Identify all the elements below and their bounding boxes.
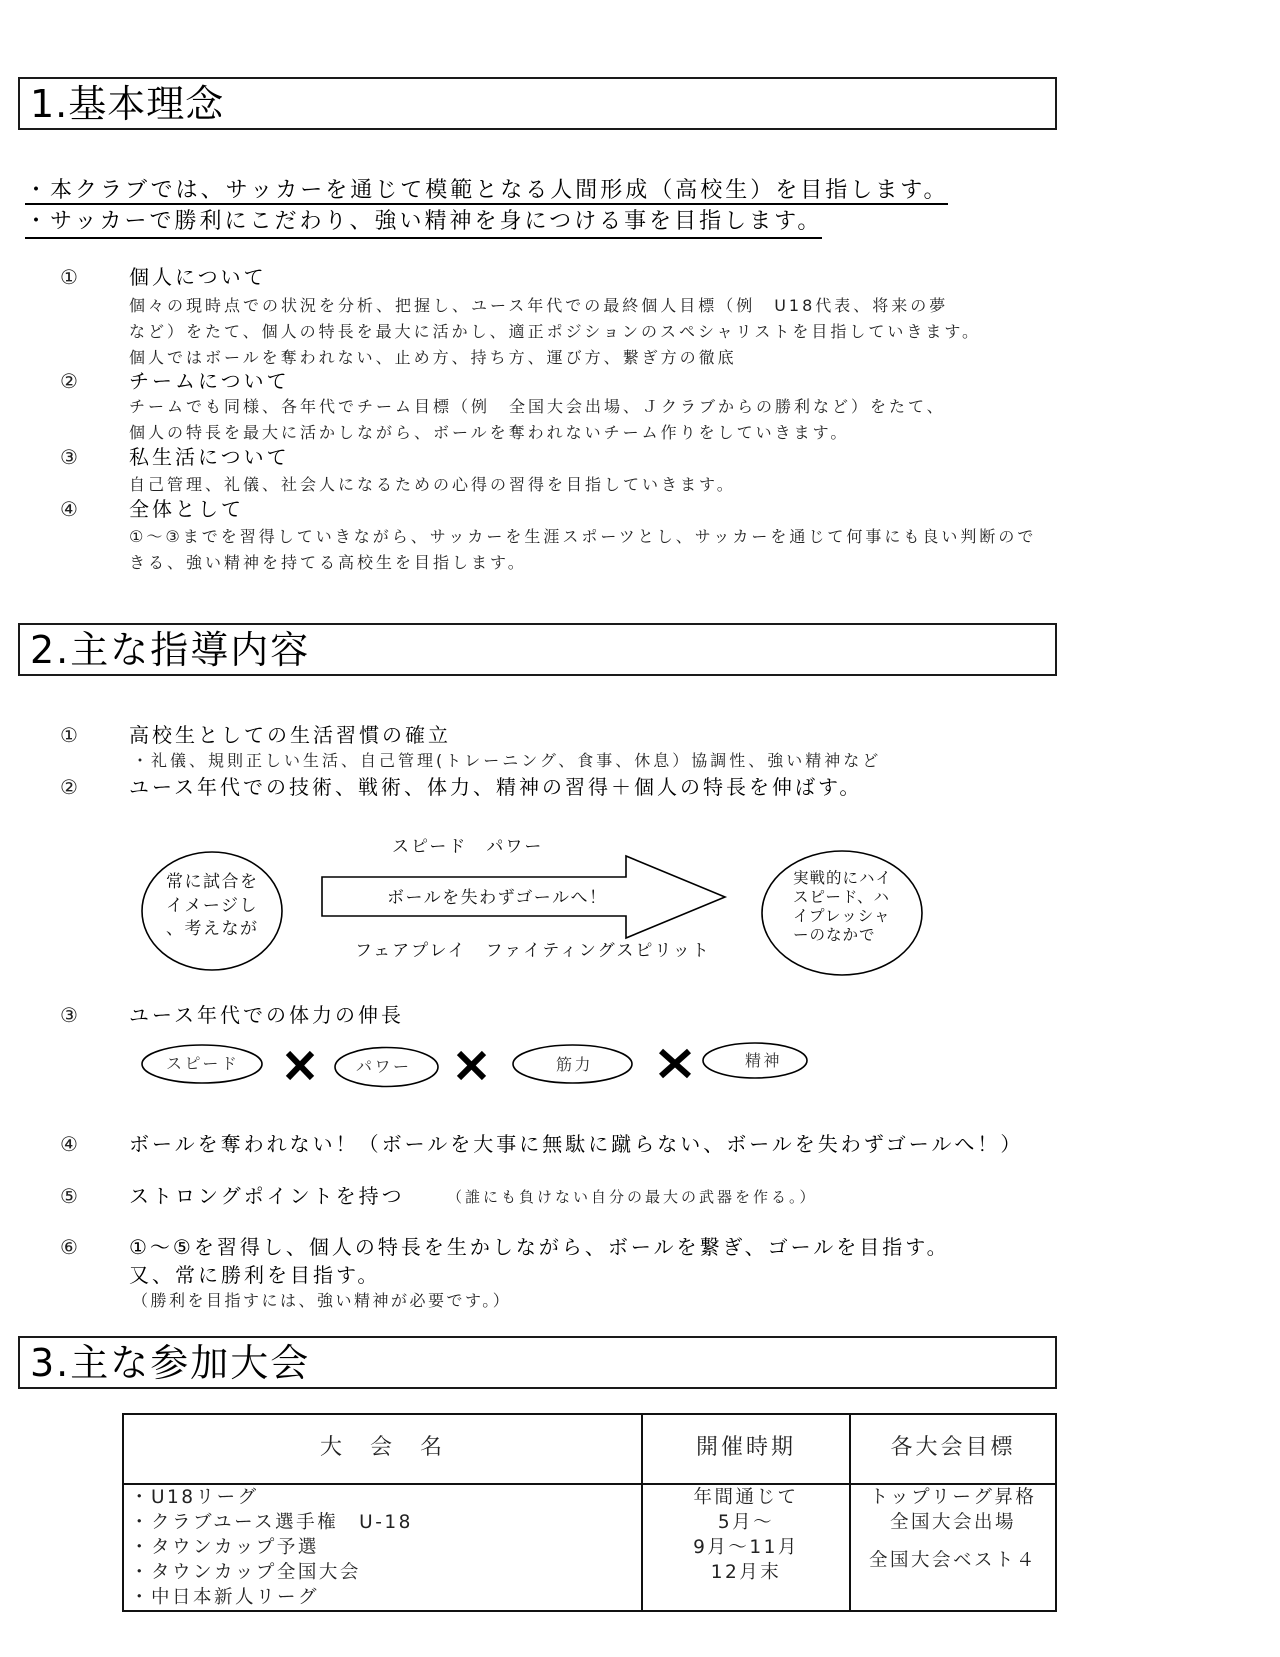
section-3-header-box: [18, 1336, 1057, 1389]
section-2-title: 2.主な指導内容: [30, 627, 311, 672]
table-header-period: 開催時期: [695, 1435, 796, 1460]
period-item: 5月～: [717, 1512, 775, 1533]
oval-line: イメージし: [166, 895, 258, 916]
body-line: チームでも同様、各年代でチーム目標（例 全国大会出場、Ｊクラブからの勝利など）をたて、: [129, 397, 946, 416]
goal-item: 全国大会ベスト４: [868, 1550, 1037, 1571]
item-body-private-life: [129, 472, 736, 498]
item-heading-strong-point: ストロングポイントを持つ: [129, 1184, 405, 1208]
oval-line: スピード、ハ: [793, 888, 890, 906]
goal-item: 全国大会出場: [889, 1512, 1016, 1533]
arrow-bottom-label: フェアプレイ ファイティングスピリット: [355, 941, 711, 961]
goal-item: トップリーグ昇格: [869, 1487, 1037, 1508]
item-number: ⑥: [60, 1235, 78, 1259]
oval-line: 実戦的にハイ: [793, 869, 893, 887]
period-item: 9月～11月: [693, 1537, 799, 1558]
item-body-individual: [129, 293, 981, 371]
multiply-icon: [661, 1051, 689, 1076]
table-cell-tournaments: [130, 1485, 413, 1610]
body-line: 自己管理、礼儀、社会人になるための心得の習得を目指していきます。: [129, 475, 736, 494]
arrow-inner-label: ボールを失わずゴールへ！: [387, 888, 608, 908]
oval-line: 常に試合を: [166, 872, 259, 892]
left-oval-text: [166, 871, 259, 942]
tournament-item: ・クラブユース選手権 U-18: [130, 1512, 413, 1533]
factor-label-speed: スピード: [166, 1054, 240, 1073]
item-number: ⑤: [60, 1184, 78, 1208]
tournament-table: [122, 1413, 1057, 1612]
multiply-icon: [288, 1053, 312, 1078]
item-heading-overall: 全体として: [129, 497, 244, 521]
table-cell-goals: [851, 1485, 1055, 1573]
tournament-item: ・中日本新人リーグ: [130, 1587, 320, 1608]
period-item: 12月末: [710, 1562, 782, 1583]
item-note-summary: （勝利を目指すには、強い精神が必要です。）: [132, 1291, 512, 1310]
body-line: 個人の特長を最大に活かしながら、ボールを奪われないチーム作りをしていきます。: [129, 423, 850, 442]
section-3-title: 3.主な参加大会: [30, 1340, 311, 1385]
table-cell-periods: [643, 1485, 849, 1585]
section-1-header-box: [18, 77, 1057, 130]
body-line: ①～③までを習得していきながら、サッカーを生涯スポーツとし、サッカーを通じて何事にも良い判断ので: [129, 527, 1037, 546]
body-line: 個々の現時点での状況を分析、把握し、ユース年代での最終個人目標（例 U18代表、将来の夢: [129, 296, 949, 315]
item-heading-private-life: 私生活について: [129, 445, 290, 469]
oval-line: 、考えなが: [166, 919, 259, 939]
item-heading-skills: ユース年代での技術、戦術、体力、精神の習得＋個人の特長を伸ばす。: [129, 775, 863, 799]
item-heading-keep-ball: ボールを奪われない！（ボールを大事に無駄に蹴らない、ボールを失わずゴールへ！）: [129, 1132, 1024, 1156]
right-oval-text: [793, 869, 892, 945]
item-number: ④: [60, 497, 78, 521]
item-heading-individual: 個人について: [129, 265, 267, 289]
body-line: 個人ではボールを奪われない、止め方、持ち方、運び方、繋ぎ方の徹底: [129, 348, 737, 367]
factor-label-power: パワー: [356, 1057, 412, 1076]
item-number: ③: [60, 445, 78, 469]
arrow-top-label: スピード パワー: [392, 837, 544, 857]
item-heading-team: チームについて: [129, 369, 290, 393]
item-number: ③: [60, 1003, 78, 1027]
tournament-item: ・タウンカップ全国大会: [130, 1562, 361, 1583]
item-body-overall: [129, 524, 1036, 576]
table-header-goal: 各大会目標: [890, 1435, 1016, 1460]
factor-label-strength: 筋力: [556, 1055, 594, 1074]
oval-line: イプレッシャ: [793, 907, 891, 925]
section-1-title: 1.基本理念: [30, 81, 225, 126]
table-header-tournament: 大 会 名: [319, 1435, 445, 1460]
multiply-icon: [459, 1053, 484, 1078]
item-heading-summary: ①～⑤を習得し、個人の特長を生かしながら、ボールを繋ぎ、ゴールを目指す。: [129, 1235, 950, 1259]
oval-line: ーのなかで: [793, 926, 876, 944]
section-2-header-box: [18, 623, 1057, 676]
philosophy-statement-2: ・サッカーで勝利にこだわり、強い精神を身につける事を目指します。: [25, 210, 822, 239]
item-number: ②: [60, 775, 78, 799]
philosophy-statement-1: ・本クラブでは、サッカーを通じて模範となる人間形成（高校生）を目指します。: [25, 178, 949, 203]
period-item: 年間通じて: [693, 1487, 799, 1508]
item-heading-summary-line-2: 又、常に勝利を目指す。: [129, 1263, 381, 1287]
factor-label-spirit: 精神: [745, 1051, 783, 1070]
item-note-strong-point: （誰にも負けない自分の最大の武器を作る。）: [447, 1188, 818, 1206]
tournament-item: ・タウンカップ予選: [130, 1537, 319, 1558]
item-sub-life-habits: ・礼儀、規則正しい生活、自己管理(トレーニング、食事、休息）協調性、強い精神など: [132, 751, 882, 770]
item-heading-physical: ユース年代での体力の伸長: [129, 1003, 404, 1027]
item-number: ①: [60, 723, 78, 747]
body-line: きる、強い精神を持てる高校生を目指します。: [129, 553, 527, 572]
body-line: など）をたて、個人の特長を最大に活かし、適正ポジションのスペシャリストを目指していきます。: [129, 322, 982, 341]
item-body-team: [129, 394, 946, 446]
tournament-item: ・U18リーグ: [130, 1487, 259, 1508]
item-number: ①: [60, 265, 78, 289]
item-number: ④: [60, 1132, 78, 1156]
item-number: ②: [60, 369, 78, 393]
item-heading-life-habits: 高校生としての生活習慣の確立: [129, 723, 451, 747]
